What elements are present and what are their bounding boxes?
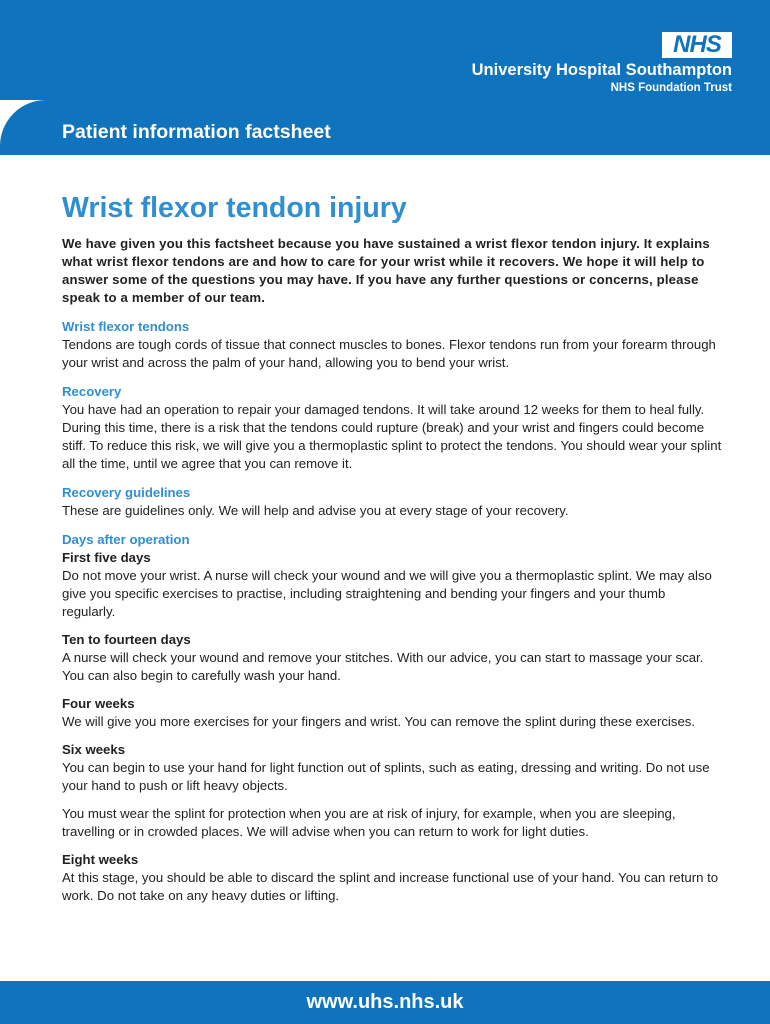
text-ten-fourteen-days: A nurse will check your wound and remove your stitches. With our advice, you can start to massage your scar. You can also begin to carefully wash your hand. xyxy=(62,650,704,683)
section-heading-days: Days after operation xyxy=(62,532,190,547)
spacer xyxy=(62,685,722,695)
section-heading-tendons: Wrist flexor tendons xyxy=(62,319,190,334)
org-name: University Hospital Southampton xyxy=(471,61,732,79)
text-first-five-days: Do not move your wrist. A nurse will check your wound and we will give you a thermoplastic splint. We may also give you specific exercises to practise, including straightening and bending your fingers and your thumb regularly. xyxy=(62,568,712,619)
subheading-four-weeks: Four weeks xyxy=(62,696,135,711)
subheading-eight-weeks: Eight weeks xyxy=(62,852,139,867)
spacer xyxy=(62,731,722,741)
subheading-ten-fourteen-days: Ten to fourteen days xyxy=(62,632,191,647)
nhs-logo: NHS xyxy=(662,32,732,58)
section-text-guidelines: These are guidelines only. We will help and advise you at every stage of your recovery. xyxy=(62,503,569,518)
spacer xyxy=(62,621,722,631)
factsheet-label: Patient information factsheet xyxy=(62,121,331,143)
text-six-weeks: You can begin to use your hand for light function out of splints, such as eating, dressing and writing. Do not use your hand to push or lift heavy objects. xyxy=(62,760,710,793)
footer-website-link[interactable]: www.uhs.nhs.uk xyxy=(306,991,464,1013)
intro-paragraph: We have given you this factsheet because you have sustained a wrist flexor tendon injury. It explains what wrist flexor tendons are and how to care for your wrist while it recovers. We hope it will help to answer some of the questions you may have. If you have any further questions or concerns, please speak to a member of our team. xyxy=(62,236,710,305)
footer-bar xyxy=(0,981,770,1024)
section-heading-guidelines: Recovery guidelines xyxy=(62,485,191,500)
org-trust: NHS Foundation Trust xyxy=(610,82,732,94)
spacer xyxy=(62,795,722,805)
text-six-weeks-splint: You must wear the splint for protection when you are at risk of injury, for example, when you are sleeping, travelling or in crowded places. We will advise when you can return to work for light duties. xyxy=(62,806,676,839)
section-text-tendons: Tendons are tough cords of tissue that connect muscles to bones. Flexor tendons run from your forearm through your wrist and across the palm of your hand, allowing you to bend your wrist. xyxy=(62,337,716,370)
subheading-first-five-days: First five days xyxy=(62,550,151,565)
page-title: Wrist flexor tendon injury xyxy=(62,192,407,224)
spacer xyxy=(62,841,722,851)
subheading-six-weeks: Six weeks xyxy=(62,742,126,757)
document-body xyxy=(62,188,722,905)
section-text-recovery: You have had an operation to repair your damaged tendons. It will take around 12 weeks for them to heal fully. During this time, there is a risk that the tendons could rupture (break) and your wrist and fingers could become stiff. To reduce this risk, we will give you a thermoplastic splint to protect the tendons. You should wear your splint all the time, until we agree that you can remove it. xyxy=(62,402,722,471)
text-four-weeks: We will give you more exercises for your fingers and wrist. You can remove the splint during these exercises. xyxy=(62,714,696,729)
text-eight-weeks: At this stage, you should be able to discard the splint and increase functional use of your hand. You can return to work. Do not take on any heavy duties or lifting. xyxy=(62,870,719,903)
section-heading-recovery: Recovery xyxy=(62,384,122,399)
